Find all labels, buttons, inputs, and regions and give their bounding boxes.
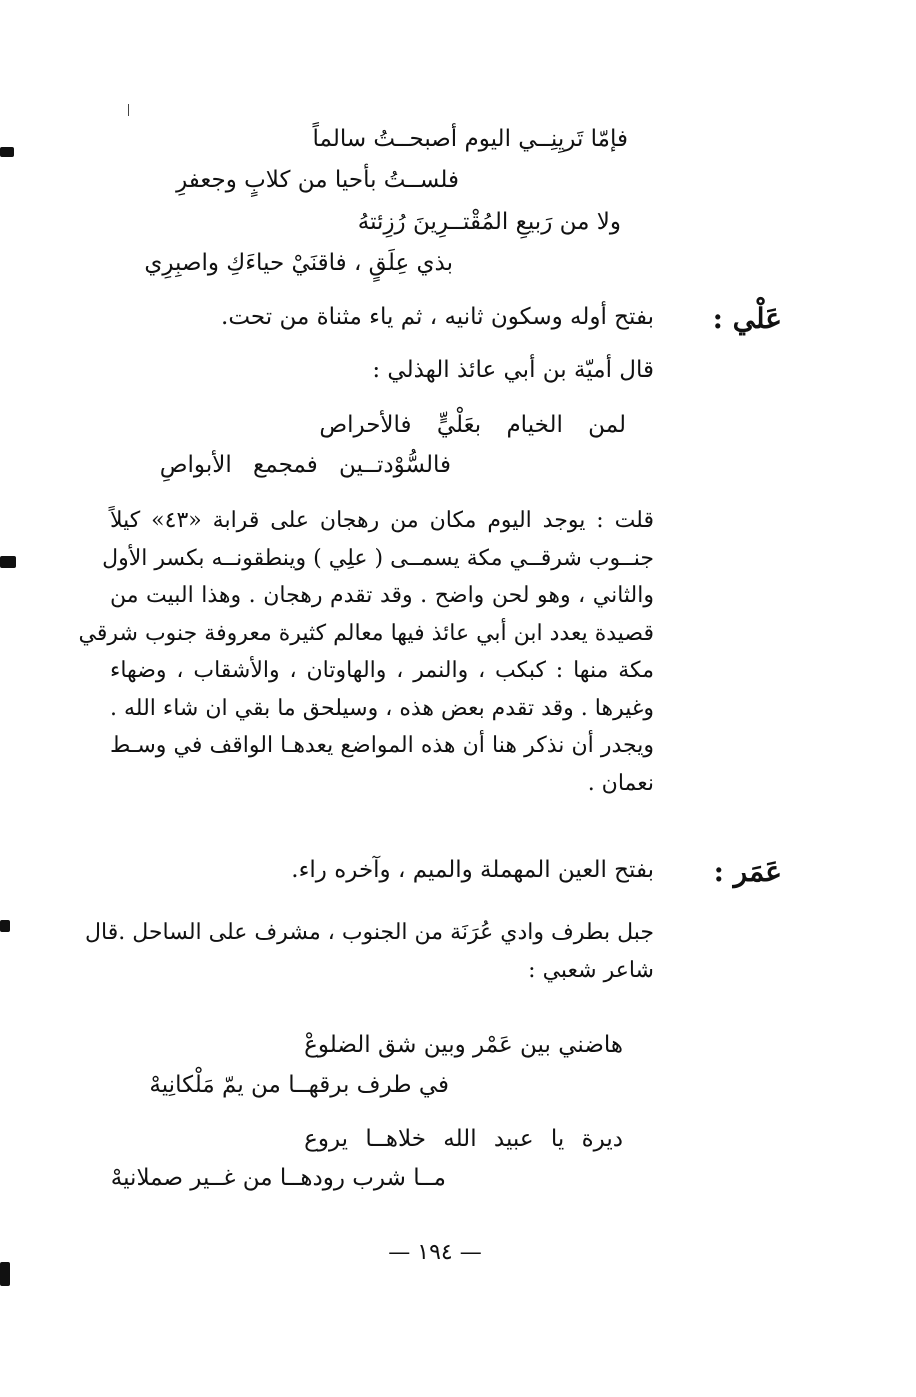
ali-citation-intro: قال أميّة بن أبي عائذ الهذلي : <box>372 357 654 383</box>
ali-note-line: والثاني ، وهو لحن واضح . وقد تقدم رهجان . وهذا البيت من <box>110 583 654 608</box>
amr-verse-line-1: هاضني بين عَمْر وبين شق الضلوعْ <box>304 1032 623 1058</box>
amr-verse-line-2: في طرف برقهــا من يمّ مَلْكانِيهْ <box>149 1072 449 1098</box>
ali-note-line: قصيدة يعدد ابن أبي عائذ فيها معالم كثيرة معروفة جنوب شرقي <box>78 620 654 646</box>
binding-mark-3 <box>0 920 10 932</box>
binding-mark-1 <box>0 147 14 157</box>
stray-mark <box>128 104 129 116</box>
headword-ali: عَلْي : <box>712 302 782 335</box>
amr-verse-line-4: مــا شرب رودهــا من غــير صملانيهْ <box>110 1165 446 1191</box>
ali-note-paragraph <box>78 502 654 802</box>
amr-description-paragraph <box>85 914 654 989</box>
ali-note-line: قلت : يوجد اليوم مكان من رهجان على قرابة «٤٣» كيلاً <box>110 508 654 533</box>
poem-1-line-3: ولا من رَبيعِ المُقْتــرِينَ رُزِئتهُ <box>357 209 621 235</box>
amr-definition: بفتح العين المهملة والميم ، وآخره راء. <box>291 857 654 883</box>
page-number: — ١٩٤ — <box>388 1240 482 1265</box>
poem-1-line-2: فلســتُ بأحيا من كلابٍ وجعفرِ <box>176 167 459 193</box>
amr-description-line: جبل بطرف وادي عُرَنَة من الجنوب ، مشرف على الساحل .قال <box>85 920 654 945</box>
headword-amr: عَمَر : <box>713 855 782 888</box>
ali-note-line: جنــوب شرقــي مكة يسمــى ( علِي ) وينطقونــه بكسر الأول <box>102 545 654 571</box>
ali-verse-line-2: فالسُّوْدتــين فمجمع الأبواصِ <box>159 452 451 478</box>
ali-note-line: مكة منها : كبكب ، والنمر ، والهاوتان ، والأشقاب ، وضهاء <box>110 658 654 683</box>
ali-verse-line-1: لمن الخيام بعَلْيٍّ فالأحراص <box>319 412 626 438</box>
binding-mark-2 <box>0 556 16 568</box>
ali-note-line: ويجدر أن نذكر هنا أن هذه المواضع يعدهـا الواقف في وسـط <box>110 733 654 758</box>
ali-definition: بفتح أوله وسكون ثانيه ، ثم ياء مثناة من تحت. <box>221 304 654 330</box>
amr-verse-line-3: ديرة يا عبيد الله خلاهــا يروع <box>304 1126 623 1152</box>
ali-note-line: نعمان . <box>587 770 654 796</box>
binding-mark-4 <box>0 1262 10 1286</box>
poem-1-line-1: فإمّا تَريِنِــي اليوم أصبحــتُ سالماً <box>312 126 628 152</box>
poem-1-line-4: بذي عِلَقٍ ، فاقنَيْ حياءَكِ واصبِرِي <box>144 250 453 276</box>
amr-description-line: شاعر شعبي : <box>528 957 654 983</box>
ali-note-line: وغيرها . وقد تقدم بعض هذه ، وسيلحق ما بقي ان شاء الله . <box>110 695 654 721</box>
